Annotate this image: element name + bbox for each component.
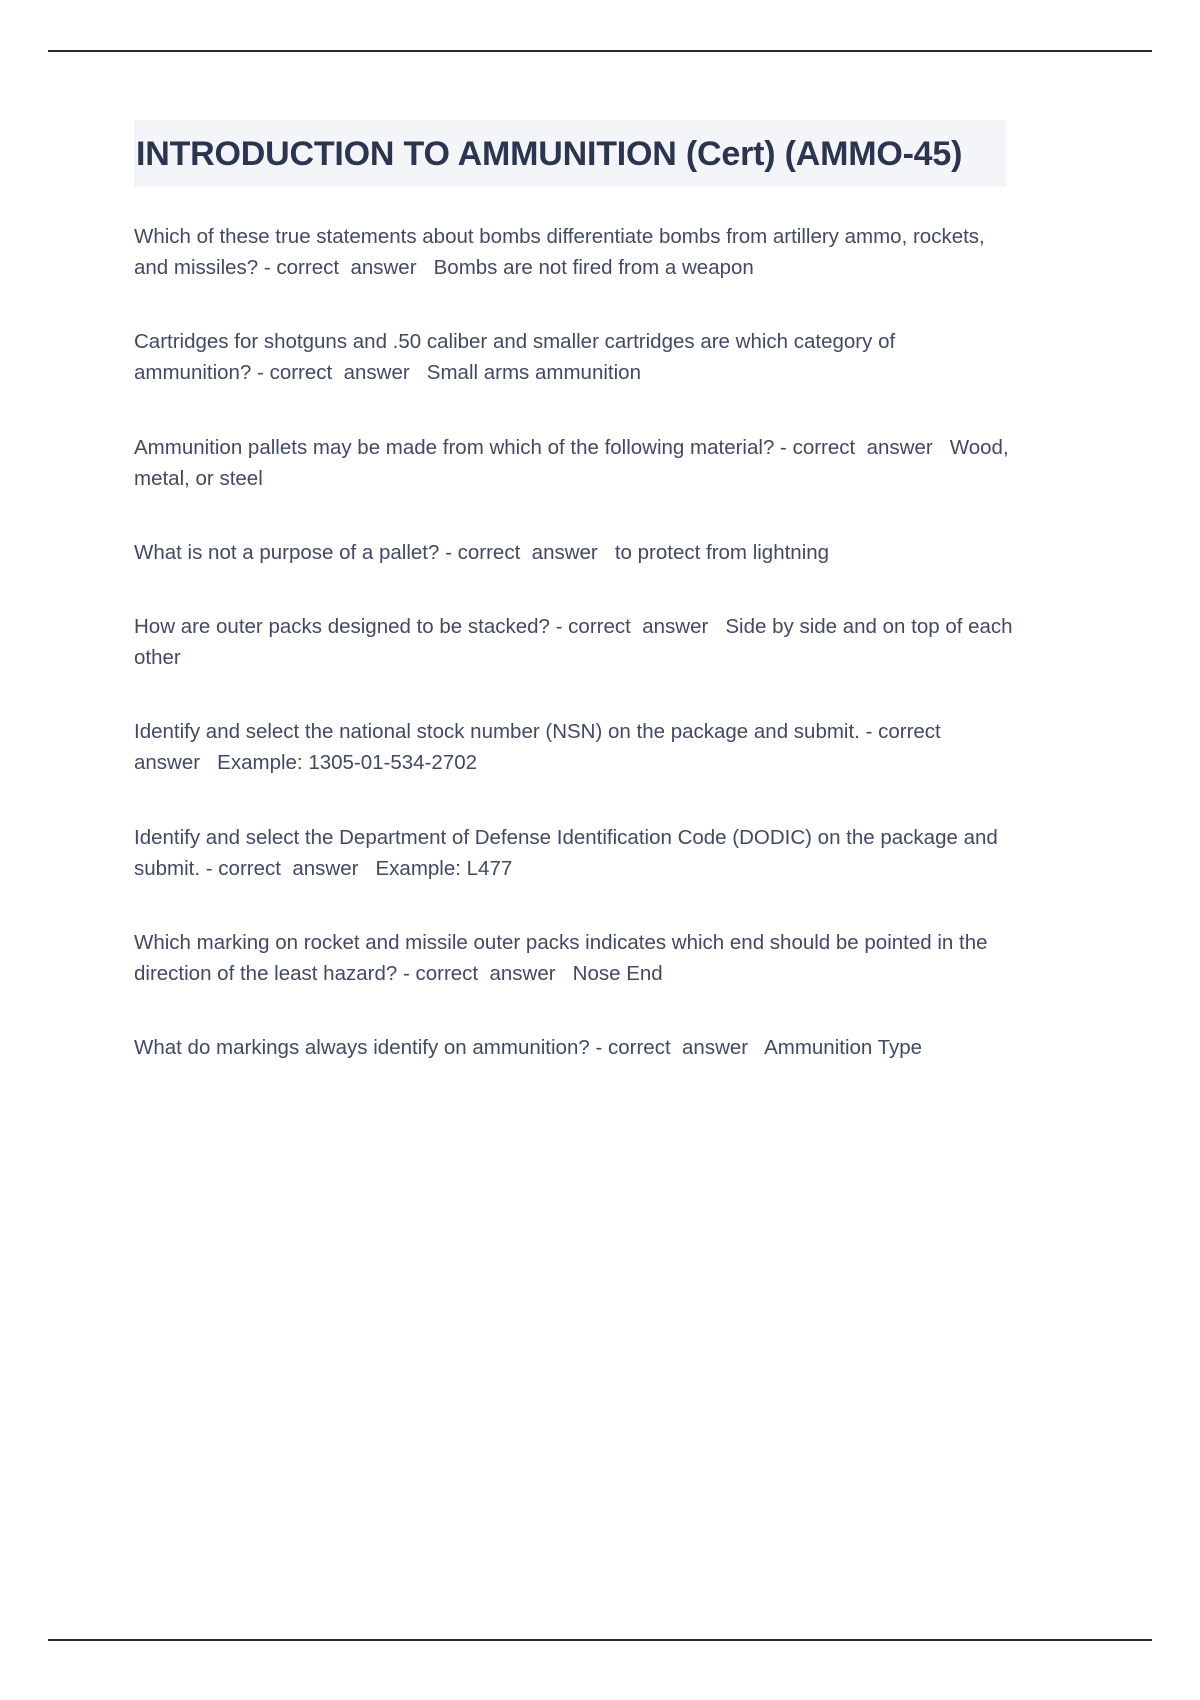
qa-item: What do markings always identify on ammunition? - correct answer Ammunition Type [134,1036,923,1060]
qa-item: What is not a purpose of a pallet? - correct answer to protect from lightning [134,540,830,564]
question-answer-list [134,221,1019,1064]
qa-item: Identify and select the national stock number (NSN) on the package and submit. - correct answer Example: 1305-01-534-2702 [134,720,953,775]
qa-item: Cartridges for shotguns and .50 caliber and smaller cartridges are which category of ammunition? - correct answer Small arms ammunition [134,330,901,385]
qa-item: Ammunition pallets may be made from which of the following material? - correct answer Wood, metal, or steel [134,435,1015,490]
qa-item: How are outer packs designed to be stacked? - correct answer Side by side and on top of each other [134,614,1019,670]
page-top-divider [48,50,1152,52]
page-title [134,120,1006,187]
qa-item: Identify and select the Department of Defense Identification Code (DODIC) on the package and submit. - correct answer Example: L477 [134,825,1004,880]
qa-item: Which marking on rocket and missile outer packs indicates which end should be pointed in the direction of the least hazard? - correct answer Nose End [134,930,994,986]
qa-item: Which of these true statements about bombs differentiate bombs from artillery ammo, rockets, and missiles? - correct answer Bombs are not fired from a weapon [134,224,991,280]
page-bottom-divider [48,1639,1152,1641]
page-title-text: INTRODUCTION TO AMMUNITION (Cert) (AMMO-45) [136,135,963,173]
document-content [134,120,1019,1063]
